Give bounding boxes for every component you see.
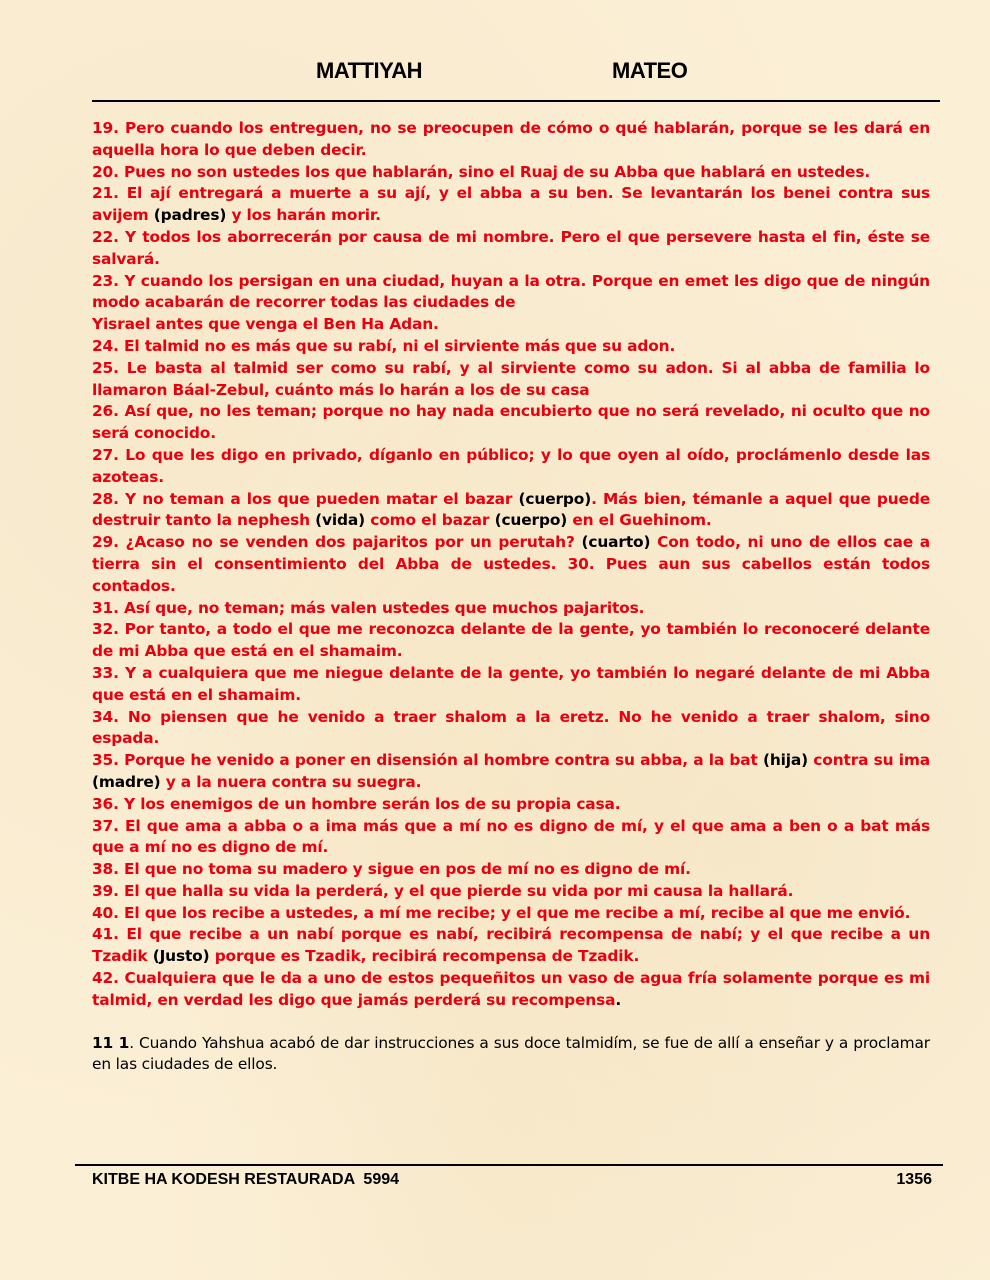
verse-number: 19. bbox=[92, 119, 125, 137]
verse-text: en el Guehinom. bbox=[567, 511, 712, 530]
verse-gloss: (cuarto) bbox=[581, 533, 651, 552]
verse-text: y los harán morir. bbox=[226, 206, 381, 225]
verse-text: Y cuando los persigan en una ciudad, huyan a la otra. Porque en emet les digo que de ningún modo acabarán de recorrer todas las ciudades de bbox=[92, 271, 930, 312]
verse bbox=[92, 968, 930, 1012]
verse-text: El que halla su vida la perderá, y el que pierde su vida por mi causa la hallará. bbox=[124, 881, 794, 900]
verse bbox=[92, 619, 930, 663]
verse-text: Porque he venido a poner en disensión al hombre contra su abba, a la bat bbox=[124, 751, 763, 770]
verse-number: 27. bbox=[92, 445, 126, 464]
header-divider bbox=[92, 100, 940, 102]
verse bbox=[92, 903, 930, 925]
verse-gloss: . bbox=[615, 990, 622, 1009]
verse bbox=[92, 183, 930, 227]
verse-text: Y no teman a los que pueden matar el bazar bbox=[125, 489, 519, 508]
verse-gloss: (Justo) bbox=[152, 947, 210, 966]
verse-number: 39. bbox=[92, 881, 125, 900]
verse-text: Y todos los aborrecerán por causa de mi nombre. Pero el que persevere hasta el fin, éste se salvará. bbox=[92, 227, 930, 268]
verse-text: Por tanto, a todo el que me reconozca delante de la gente, yo también lo reconoceré delante de mi Abba que está en el shamaim. bbox=[92, 620, 930, 661]
verse-text: El que no toma su madero y sigue en pos de mí no es digno de mí. bbox=[124, 860, 691, 879]
verse-text: Lo que les digo en privado, díganlo en público; y lo que oyen al oído, proclámenlo desde las azoteas. bbox=[92, 445, 930, 486]
verse bbox=[92, 707, 930, 751]
page-body bbox=[92, 118, 930, 1076]
verse-number: 23. bbox=[92, 271, 125, 290]
verse bbox=[92, 489, 930, 533]
verse-text: Cualquiera que le da a uno de estos pequeñitos un vaso de agua fría solamente porque es mi talmid, en verdad les digo que jamás perderá su recompensa bbox=[92, 969, 930, 1009]
page-footer bbox=[92, 1171, 932, 1193]
verse bbox=[92, 816, 930, 860]
header-title-spanish: MATEO bbox=[612, 58, 688, 83]
verse bbox=[92, 663, 930, 707]
verse bbox=[92, 445, 930, 489]
verse-number: 21. bbox=[92, 184, 127, 203]
verse-number: 41. bbox=[92, 925, 127, 944]
verse-text: y a la nuera contra su suegra. bbox=[160, 772, 422, 791]
verse-number: 33. bbox=[92, 663, 125, 682]
verse bbox=[92, 794, 930, 816]
verse-text: El ají entregará a muerte a su ají, y el abba a su ben. Se levantarán los benei contra sus avijem bbox=[92, 184, 930, 225]
verse bbox=[92, 336, 930, 358]
verse bbox=[92, 227, 930, 271]
verse-number: 25. bbox=[92, 358, 127, 377]
verse bbox=[92, 859, 930, 881]
verse-text: El talmid no es más que su rabí, ni el sirviente más que su adon. bbox=[124, 336, 676, 355]
verse bbox=[92, 881, 930, 903]
verse-text: Y los enemigos de un hombre serán los de su propia casa. bbox=[124, 794, 621, 813]
verse-number: 35. bbox=[92, 751, 125, 770]
verse bbox=[92, 118, 930, 162]
verse-text: . Más bien, témanle a aquel que puede destruir tanto la nephesh bbox=[92, 489, 930, 530]
verse-number: 20. bbox=[92, 162, 125, 181]
verse bbox=[92, 750, 930, 794]
verse-text: El que los recibe a ustedes, a mí me recibe; y el que me recibe a mí, recibe al que me envió. bbox=[124, 903, 911, 922]
verse-text: Yisrael antes que venga el Ben Ha Adan. bbox=[92, 315, 439, 334]
verse-text: Con todo, ni uno de ellos cae a tierra sin el consentimiento del Abba de ustedes. 30. Pues aun sus cabellos están todos contados. bbox=[92, 533, 930, 595]
verse-text: contra su ima bbox=[808, 751, 930, 770]
verse-number: 42. bbox=[92, 969, 125, 988]
book-title: KITBE HA KODESH RESTAURADA 5994 bbox=[92, 1171, 400, 1188]
chapter-start-paragraph bbox=[92, 1033, 930, 1077]
footer-divider bbox=[75, 1164, 943, 1166]
verse-number: 24. bbox=[92, 336, 125, 355]
verse-text: El que ama a abba o a ima más que a mí no es digno de mí, y el que ama a ben o a bat más que a mí no es digno de mí. bbox=[92, 816, 930, 857]
verse-number: 32. bbox=[92, 620, 125, 639]
verse-number: 36. bbox=[92, 794, 125, 813]
verse-text: Pues no son ustedes los que hablarán, sino el Ruaj de su Abba que hablará en ustedes. bbox=[124, 162, 871, 181]
verse-gloss: (padres) bbox=[153, 206, 227, 225]
verse-number: 29. bbox=[92, 533, 126, 552]
verse-number: 40. bbox=[92, 903, 125, 922]
verse-text: Y a cualquiera que me niegue delante de la gente, yo también lo negaré delante de mi Abba que está en el shamaim. bbox=[92, 663, 930, 704]
verse-gloss: (hija) bbox=[762, 751, 809, 770]
verse-text: No piensen que he venido a traer shalom a la eretz. No he venido a traer shalom, sino espada. bbox=[92, 707, 931, 748]
verse-text: Así que, no les teman; porque no hay nada encubierto que no será revelado, ni oculto que no será conocido. bbox=[92, 402, 930, 443]
page-header bbox=[0, 58, 990, 90]
verse-number: 31. bbox=[92, 598, 125, 617]
verse-text: ¿Acaso no se venden dos pajaritos por un perutah? bbox=[125, 533, 582, 552]
verse-gloss: (cuerpo) bbox=[518, 489, 592, 508]
verse bbox=[92, 532, 930, 597]
verse-text: porque es Tzadik, recibirá recompensa de Tzadik. bbox=[209, 947, 640, 966]
verse-number: 37. bbox=[92, 816, 126, 835]
verse bbox=[92, 924, 930, 968]
verse-number: 22. bbox=[92, 227, 126, 246]
verse bbox=[92, 401, 930, 445]
verse bbox=[92, 358, 930, 402]
verse-number: 38. bbox=[92, 860, 125, 879]
verse-text: Pero cuando los entreguen, no se preocupen de cómo o qué hablarán, porque se les dará en aquella hora lo que deben decir. bbox=[92, 119, 930, 159]
verse-text: Le basta al talmid ser como su rabí, y al sirviente como su adon. Si al abba de familia lo llamaron Báal-Zebul, cuánto más lo harán a los de su casa bbox=[92, 358, 930, 399]
header-title-hebrew: MATTIYAH bbox=[316, 58, 422, 83]
page-number: 1356 bbox=[896, 1171, 932, 1188]
verse-text: como el bazar bbox=[365, 511, 495, 530]
chapter-verse-text: . Cuando Yahshua acabó de dar instrucciones a sus doce talmidím, se fue de allí a enseñar y a proclamar en las ciudades de ellos. bbox=[92, 1033, 930, 1074]
verse-number: 26. bbox=[92, 402, 125, 421]
verse-number: 28. bbox=[92, 489, 126, 508]
verse bbox=[92, 271, 930, 336]
verse-text: El que recibe a un nabí porque es nabí, recibirá recompensa de nabí; y el que recibe a un Tzadik bbox=[92, 925, 930, 966]
verse bbox=[92, 598, 930, 620]
verse-gloss: (cuerpo) bbox=[494, 511, 568, 530]
verse-gloss: (madre) bbox=[92, 772, 161, 791]
verse bbox=[92, 162, 930, 184]
verse-list bbox=[92, 118, 930, 1012]
verse-gloss: (vida) bbox=[315, 511, 366, 530]
chapter-verse-number: 11 1 bbox=[92, 1033, 130, 1052]
verse-number: 34. bbox=[92, 707, 128, 726]
verse-text: Así que, no teman; más valen ustedes que muchos pajaritos. bbox=[124, 598, 645, 617]
